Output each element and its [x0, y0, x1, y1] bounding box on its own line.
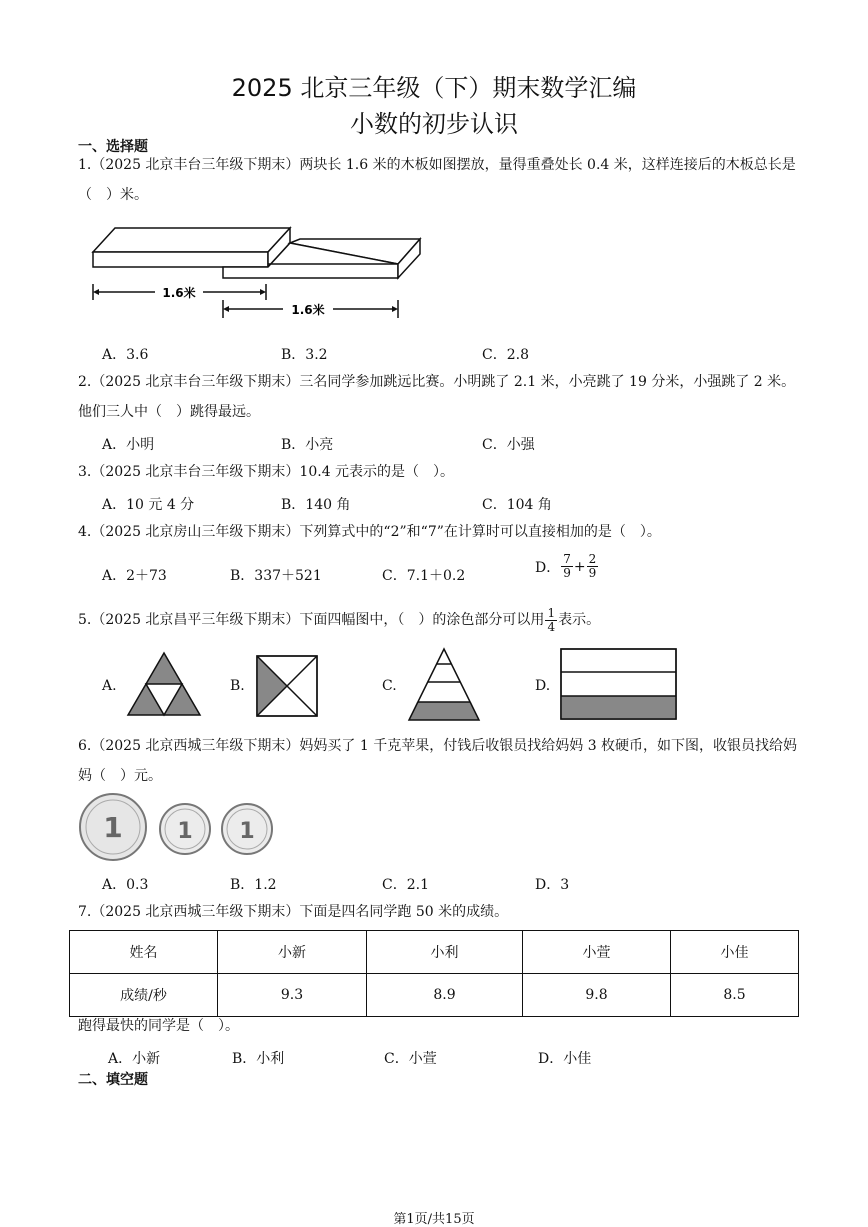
q7-option-d: D．小佳 [538, 1051, 592, 1067]
coin-1-jiao-b: 1 [239, 819, 255, 844]
question-2-text: 2.（2025 北京丰台三年级下期末）三名同学参加跳远比赛。小明跳了 2.1 米，小亮跳了 19 分米，小强跳了 2 米。他们三人中（ ）跳得最远。 [78, 374, 796, 420]
question-4-text: 4.（2025 北京房山三年级下期末）下列算式中的“2”和“7”在计算时可以直接相加的是（ ）。 [78, 524, 661, 540]
q7-option-a: A．小新 [108, 1051, 161, 1067]
q7-option-b: B．小利 [232, 1051, 285, 1067]
q4-option-c: C．7.1＋0.2 [382, 568, 466, 584]
shape-b-square [256, 655, 318, 717]
q1-option-c: C．2.8 [482, 347, 529, 363]
question-5-text: 5.（2025 北京昌平三年级下期末）下面四幅图中，（ ）的涂色部分可以用 $\frac{1}{4}$ 表示。 [78, 605, 601, 634]
q6-option-a: A．0.3 [102, 877, 149, 893]
table-cell: 8.9 [367, 974, 523, 1017]
q3-option-c: C．104 角 [482, 497, 552, 513]
q5-option-b: B. [230, 678, 245, 694]
q1-option-b: B．3.2 [281, 347, 328, 363]
q6-option-c: C．2.1 [382, 877, 429, 893]
page-title: 2025 北京三年级（下）期末数学汇编 [231, 74, 637, 102]
coin-1-jiao-a: 1 [177, 819, 193, 844]
shape-a-triangle [126, 651, 202, 717]
table-cell: 小佳 [671, 931, 799, 974]
section-heading-fill: 二、填空题 [78, 1072, 148, 1088]
question-3-text: 3.（2025 北京丰台三年级下期末）10.4 元表示的是（ ）。 [78, 464, 455, 480]
question-1-text: 1.（2025 北京丰台三年级下期末）两块长 1.6 米的木板如图摆放，量得重叠处长 0.4 米，这样连接后的木板总长是（ ）米。 [78, 157, 796, 203]
table-cell: 小萱 [523, 931, 671, 974]
table-cell: 9.3 [218, 974, 367, 1017]
section-heading-choice: 一、选择题 [78, 139, 148, 155]
q5-option-c: C. [382, 678, 397, 694]
shape-c-pyramid [407, 647, 481, 721]
page-number: 第1页/共15页 [393, 1212, 475, 1227]
wooden-boards-figure [85, 222, 430, 327]
q3-option-b: B．140 角 [281, 497, 351, 513]
q2-option-c: C．小强 [482, 437, 535, 453]
table-cell: 小新 [218, 931, 367, 974]
q7-option-c: C．小萱 [384, 1051, 437, 1067]
question-7-after: 跑得最快的同学是（ ）。 [78, 1018, 239, 1034]
table-cell: 8.5 [671, 974, 799, 1017]
q5-option-d: D. [535, 678, 551, 694]
q6-option-d: D．3 [535, 877, 570, 893]
q4-option-d: D． $\frac{7}{9}$ + $\frac{2}{9}$ [535, 552, 597, 580]
q4-option-b: B．337＋521 [230, 568, 322, 584]
question-7-text: 7.（2025 北京西城三年级下期末）下面是四名同学跑 50 米的成绩。 [78, 904, 509, 920]
table-row [70, 931, 799, 974]
q2-option-b: B．小亮 [281, 437, 334, 453]
scores-table [69, 930, 799, 1017]
fraction-7-9: $\frac{7}{9}$ [563, 552, 571, 580]
q6-option-b: B．1.2 [230, 877, 277, 893]
fraction-2-9: $\frac{2}{9}$ [588, 552, 597, 580]
table-cell: 小利 [367, 931, 523, 974]
table-cell: 9.8 [523, 974, 671, 1017]
q1-option-a: A．3.6 [102, 347, 149, 363]
q3-option-a: A．10 元 4 分 [102, 497, 195, 513]
coin-1-yuan: 1 [103, 811, 123, 844]
q4-option-a: A．2＋73 [102, 568, 167, 584]
figure-label-2: 1.6米 [291, 303, 325, 317]
table-cell: 姓名 [70, 931, 218, 974]
table-cell: 成绩/秒 [70, 974, 218, 1017]
q2-option-a: A．小明 [102, 437, 155, 453]
coins-figure [76, 793, 278, 863]
shape-d-rectangle [560, 648, 678, 720]
figure-label-1: 1.6米 [162, 286, 196, 300]
q5-option-a: A. [102, 678, 117, 694]
page-subtitle: 小数的初步认识 [350, 110, 518, 138]
fraction-1-4: $\frac{1}{4}$ [547, 605, 556, 634]
question-6-text: 6.（2025 北京西城三年级下期末）妈妈买了 1 千克苹果，付钱后收银员找给妈妈 3 枚硬币，如下图，收银员找给妈妈（ ）元。 [78, 738, 798, 784]
